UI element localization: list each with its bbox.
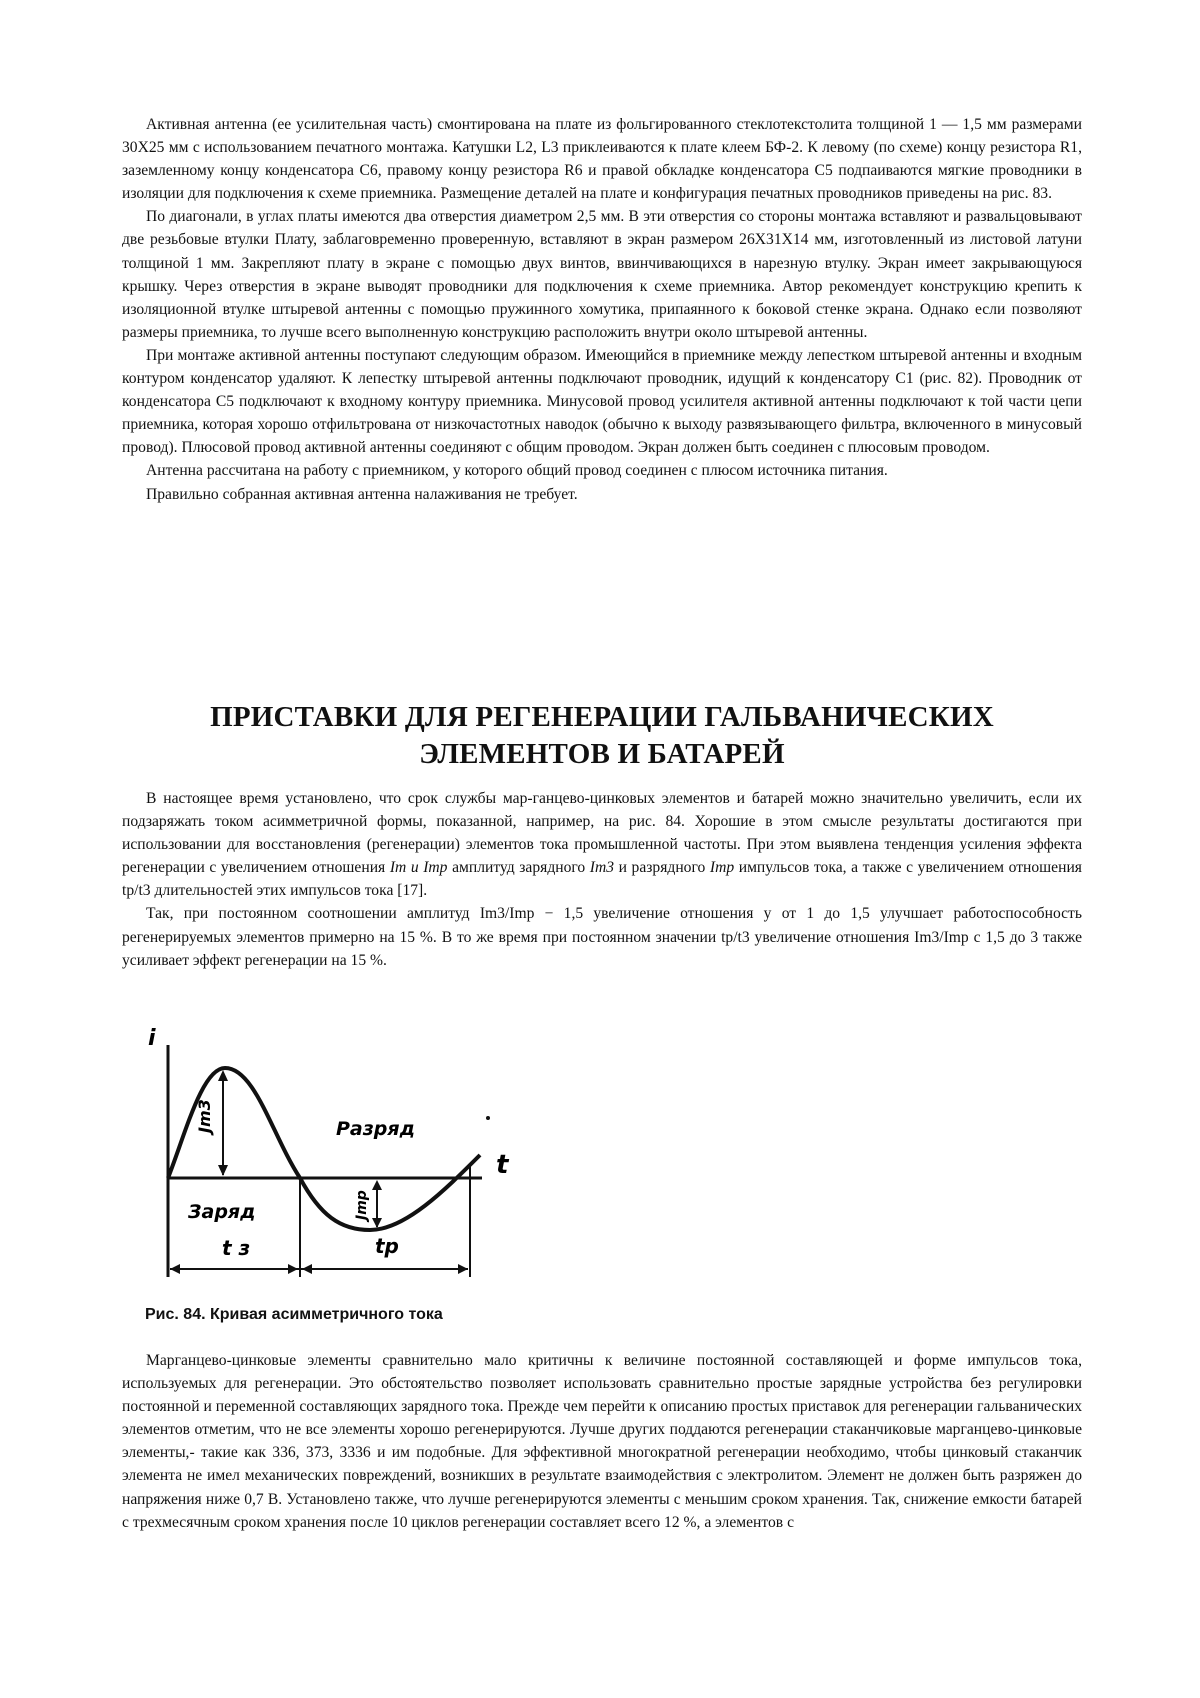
paragraph: Марганцево-цинковые элементы сравнительно мало критичны к величине постоянной составляющей и форме импульсов тока, используемых для регенерации. Это обстоятельство позволяет использовать сравнительно простые зарядные устройства без регулировки постоянной и переменной составляющих зарядного тока. Прежде чем перейти к описанию простых приставок для регенерации гальванических элементов отметим, что не все элементы хорошо регенерируются. Лучше других поддаются регенерации стаканчиковые марганцево-цинковые элементы,- такие как 336, 373, 3336 и им подобные. Для эффективной многократной регенерации необходимо, чтобы цинковый стаканчик элемента не имел механических повреждений, возникших в результате взаимодействия с электролитом. Элемент не должен быть разряжен до напряжения ниже 0,7 В. Установлено также, что лучше регенерируются элементы с меньшим сроком хранения. Так, снижение емкости батарей с трехмесячным сроком хранения после 10 циклов регенерации составляет всего 12 %, а элементов с (122, 1352, 1082, 1531)
section-heading (122, 699, 1082, 773)
figure-asymmetric-current (130, 1015, 550, 1300)
paragraph: Так, при постоянном соотношении амплитуд Im3/Imр − 1,5 увеличение отношения у от 1 до 1,5 улучшает работоспособность регенерируемых элементов примерно на 15 %. В то же время при постоянном значении tр/t3 увеличение отношения Im3/Imр с 1,5 до 3 также усиливает эффект регенерации на 15 %. (122, 905, 1082, 969)
label-t3: t з (222, 1236, 251, 1260)
text-run: импульсов тока, а также с увеличением отношения tр/t3 длительностей этих импульсов тока [17]. (122, 859, 1082, 900)
paragraph: По диагонали, в углах платы имеются два отверстия диаметром 2,5 мм. В эти отверстия со стороны монтажа вставляют и развальцовывают две резьбовые втулки Плату, заблаговременно проверенную, вставляют в экран размером 26Х31Х14 мм, изготовленный из листовой латуни толщиной 1 мм. Закрепляют плату в экране с помощью двух винтов, ввинчивающихся в нарезную втулку. Экран имеет закрывающуюся крышку. Через отверстия в экране выводят проводники для подключения к схеме приемника. Автор рекомендует конструкцию крепить к изоляционной втулке штыревой антенны с помощью пружинного хомутика, припаянного к боковой стенке экрана. Однако если позволяют размеры приемника, то лучше всего выполненную конструкцию расположить внутри около штыревой антенны. (122, 208, 1082, 341)
label-charge: Заряд (188, 1201, 256, 1223)
label-tp: tр (375, 1234, 399, 1258)
current-curve-diagram (130, 1015, 550, 1300)
text-run: В настоящее время установлено, что срок службы мар-ганцево-цинковых элементов и батарей можно значительно увеличить, если их подзаряжать током асимметричной формы, показанной, например, на рис. 84. Хорошие в этом смысле результаты достигаются при использовании для восстановления (регенерации) элементов тока промышленной частоты. При этом выявлена тенденция усиления эффекта регенерации с увеличением отношения (122, 790, 1082, 877)
text-run: и разрядного (614, 859, 710, 877)
figure-caption: Рис. 84. Кривая асимметричного тока (145, 1306, 443, 1323)
paragraph (122, 787, 1082, 902)
heading-line-2: ЭЛЕМЕНТОВ И БАТАРЕЙ (419, 738, 785, 770)
section-regeneration-details (122, 1349, 1082, 1534)
label-discharge: Разряд (336, 1118, 415, 1140)
label-imp: Jmр (354, 1190, 370, 1220)
section-active-antenna (122, 113, 1082, 506)
text-run-italic: Im и Imр (389, 859, 448, 877)
text-run: амплитуд зарядного (447, 859, 590, 877)
label-t: t (496, 1150, 509, 1180)
paragraph: Активная антенна (ее усилительная часть) смонтирована на плате из фольгированного стеклотекстолита толщиной 1 — 1,5 мм размерами 30Х25 мм с использованием печатного монтажа. Катушки L2, L3 приклеиваются к плате клеем БФ-2. К левому (по схеме) концу резистора R1, заземленному концу конденсатора С6, правому концу резистора R6 и правой обкладке конденсатора С5 подпаиваются мягкие проводники в изоляции для подключения к схеме приемника. Размещение деталей на плате и конфигурация печатных проводников приведены на рис. 83. (122, 116, 1082, 203)
text-run-italic: Im3 (589, 859, 615, 877)
paragraph: При монтаже активной антенны поступают следующим образом. Имеющийся в приемнике между лепестком штыревой антенны и входным контуром конденсатор удаляют. К лепестку штыревой антенны подключают проводник, идущий к конденсатору С1 (рис. 82). Проводник от конденсатора С5 подключают к входному контуру приемника. Минусовой провод усилителя активной антенны подключают к той части цепи приемника, которая хорошо отфильтрована от низкочастотных наводок (обычно к выходу развязывающего фильтра, включенного в минусовый провод). Плюсовой провод активной антенны соединяют с общим проводом. Экран должен быть соединен с плюсовым проводом. (122, 346, 1082, 457)
section-regeneration-intro (122, 787, 1082, 972)
paragraph: Правильно собранная активная антенна налаживания не требует. (146, 485, 578, 503)
paragraph: Антенна рассчитана на работу с приемником, у которого общий провод соединен с плюсом источника питания. (146, 462, 888, 480)
text-run-italic: Imр (709, 859, 735, 877)
heading-line-1: ПРИСТАВКИ ДЛЯ РЕГЕНЕРАЦИИ ГАЛЬВАНИЧЕСКИХ (210, 701, 994, 733)
label-i: i (148, 1026, 156, 1051)
label-im3: Jm3 (195, 1099, 214, 1133)
